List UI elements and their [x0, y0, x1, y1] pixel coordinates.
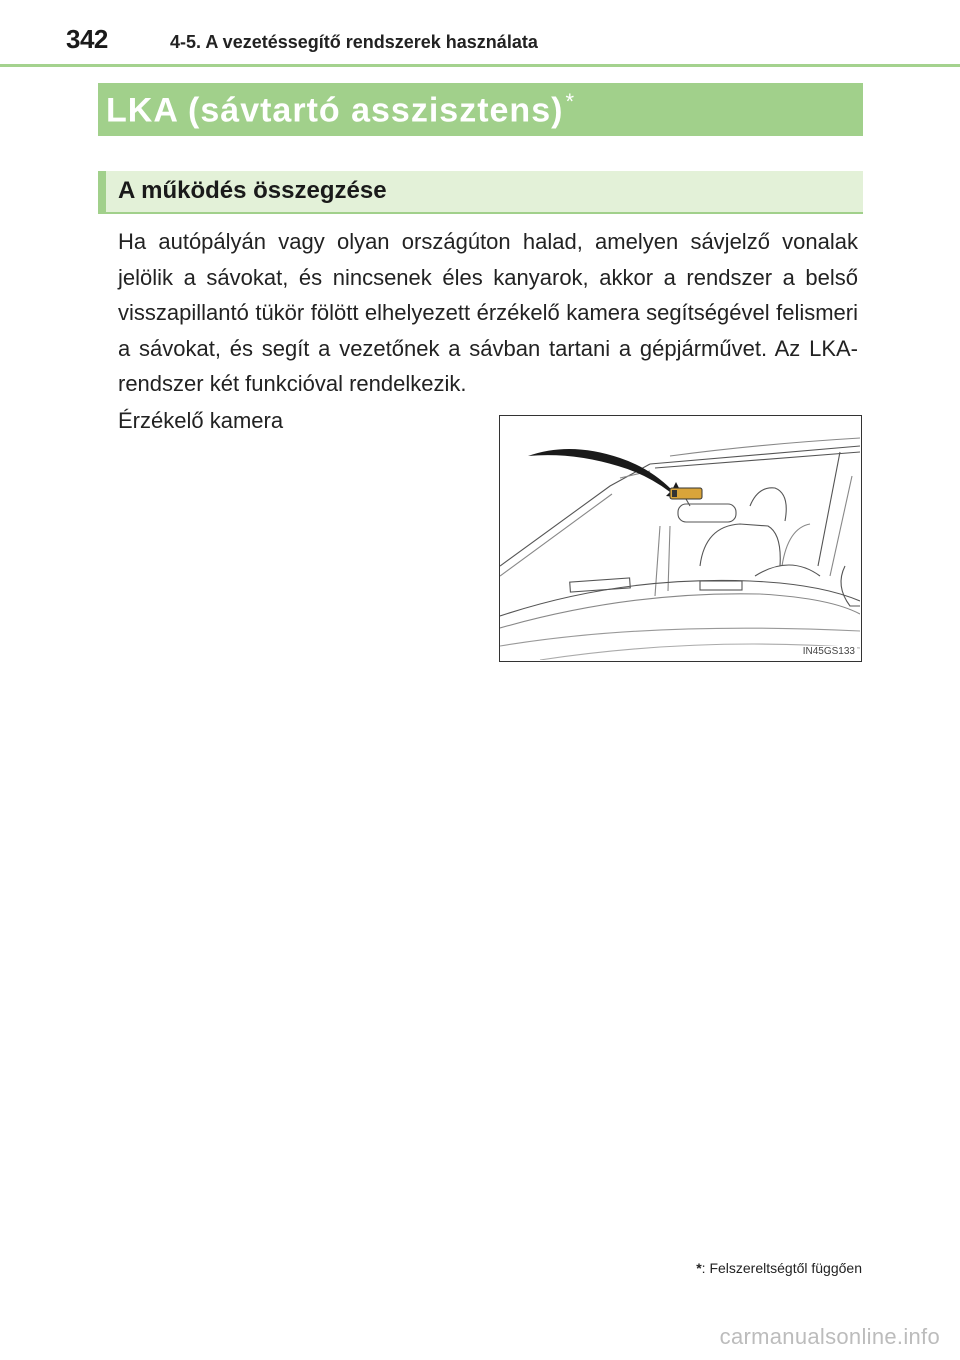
body-paragraph: Ha autópályán vagy olyan országúton halad, amelyen sávjelző vonalak jelölik a sávokat, és nincsenek éles kanyarok, akkor a rendszer a belső visszapillantó tükör fölött elhelyezett érzékelő kamera segítségével felismeri a sávokat, és segít a vezetőnek a sávban tartani a gépjárművet. Az LKA-rendszer két funkcióval rendelkezik.: [118, 229, 858, 396]
camera-label: Érzékelő kamera: [118, 408, 284, 433]
header-rule: [0, 64, 960, 67]
section-star: *: [565, 89, 575, 114]
running-head: 4-5. A vezetéssegítő rendszerek használata: [170, 32, 538, 52]
pointer-arrow-icon: [528, 449, 684, 498]
footnote: [696, 1260, 862, 1276]
page-number: 342: [66, 24, 108, 54]
subsection-accent: [98, 171, 106, 212]
footnote-text: : Felszereltségtől függően: [701, 1260, 862, 1276]
figure-code: IN45GS133: [802, 646, 855, 657]
section-title: [106, 89, 575, 130]
section-title-text: LKA (sávtartó asszisztens): [106, 91, 564, 130]
car-interior-illustration: [500, 416, 860, 660]
footnote-star: *: [696, 1260, 702, 1276]
subsection-title: A működés összegzése: [118, 177, 387, 204]
watermark: carmanualsonline.info: [719, 1324, 940, 1349]
windshield-camera-figure: [499, 415, 862, 662]
section-banner: [98, 83, 863, 136]
subsection-bar: [98, 171, 863, 214]
